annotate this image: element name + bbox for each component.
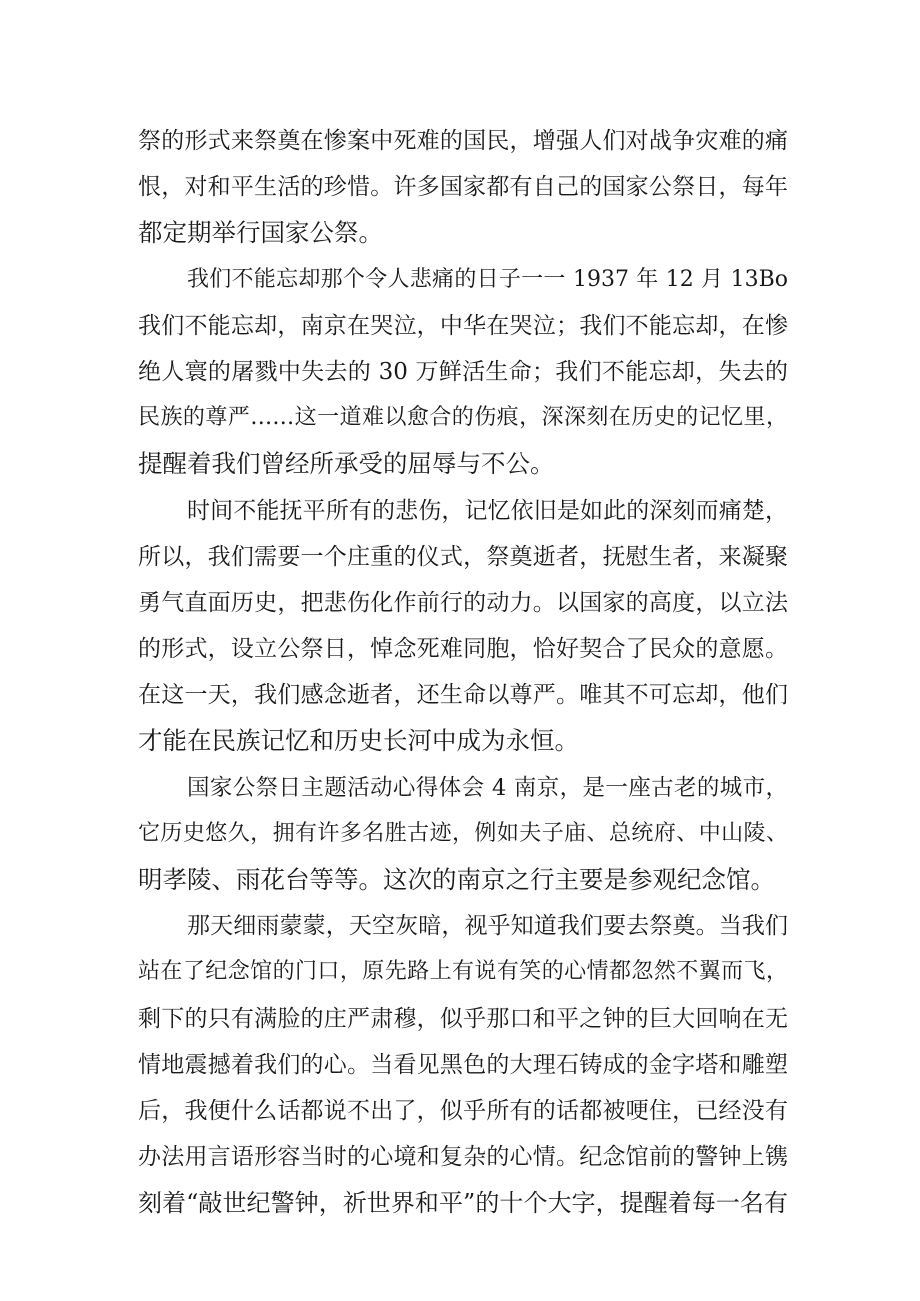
- text-line: 后，我便什么话都说不出了，似乎所有的话都被哽住，已经没有: [138, 1097, 788, 1124]
- text-line: 在这一天，我们感念逝者，还生命以尊严。唯其不可忘却，他们: [138, 682, 788, 709]
- text-line: 刻着“敲世纪警钟，祈世界和平”的十个大字，提醒着每一名有: [138, 1189, 788, 1218]
- text-line: 情地震撼着我们的心。当看见黑色的大理石铸成的金字塔和雕塑: [138, 1051, 788, 1078]
- text-line: 它历史悠久，拥有许多名胜古迹，例如夫子庙、总统府、中山陵、: [138, 820, 788, 846]
- text-line: 明孝陵、雨花台等等。这次的南京之行主要是参观纪念馆。: [138, 865, 775, 894]
- text-line: 民族的尊严……这一道难以愈合的伤痕，深深刻在历史的记忆里，: [138, 405, 788, 431]
- text-line: 站在了纪念馆的门口，原先路上有说有笑的心情都忽然不翼而飞，: [138, 959, 788, 985]
- document-body: [138, 118, 788, 1227]
- paragraph-first-line: 国家公祭日主题活动心得体会 4 南京，是一座古老的城市，: [187, 774, 788, 801]
- paragraph-first-line: 我们不能忘却那个令人悲痛的日子一一 1937 年 12 月 13Bo: [187, 266, 788, 292]
- text-line: 恨，对和平生活的珍惜。许多国家都有自己的国家公祭日，每年: [138, 174, 788, 201]
- text-line: 办法用言语形容当时的心境和复杂的心情。纪念馆前的警钟上镌: [138, 1144, 788, 1171]
- text-line: 我们不能忘却，南京在哭泣，中华在哭泣；我们不能忘却，在惨: [138, 312, 788, 339]
- text-line: 都定期举行国家公祭。: [138, 218, 383, 248]
- text-line: 提醒着我们曾经所承受的屈辱与不公。: [138, 449, 555, 479]
- text-line: 剩下的只有满脸的庄严肃穆，似乎那口和平之钟的巨大回响在无: [138, 1005, 788, 1032]
- paragraph-first-line: 时间不能抚平所有的悲伤，记忆依旧是如此的深刻而痛楚，: [187, 497, 788, 524]
- text-line: 祭的形式来祭奠在惨案中死难的国民，增强人们对战争灾难的痛: [138, 128, 788, 154]
- paragraph-first-line: 那天细雨蒙蒙，天空灰暗，视乎知道我们要去祭奠。当我们: [187, 913, 788, 940]
- text-line: 才能在民族记忆和历史长河中成为永恒。: [138, 726, 579, 756]
- text-line: 的形式，设立公祭日，悼念死难同胞，恰好契合了民众的意愿。: [138, 636, 788, 663]
- text-line: 所以，我们需要一个庄重的仪式，祭奠逝者，抚慰生者，来凝聚: [138, 543, 788, 570]
- text-line: 勇气直面历史，把悲伤化作前行的动力。以国家的高度，以立法: [138, 589, 788, 616]
- text-line: 绝人寰的屠戮中失去的 30 万鲜活生命；我们不能忘却，失去的: [138, 358, 788, 385]
